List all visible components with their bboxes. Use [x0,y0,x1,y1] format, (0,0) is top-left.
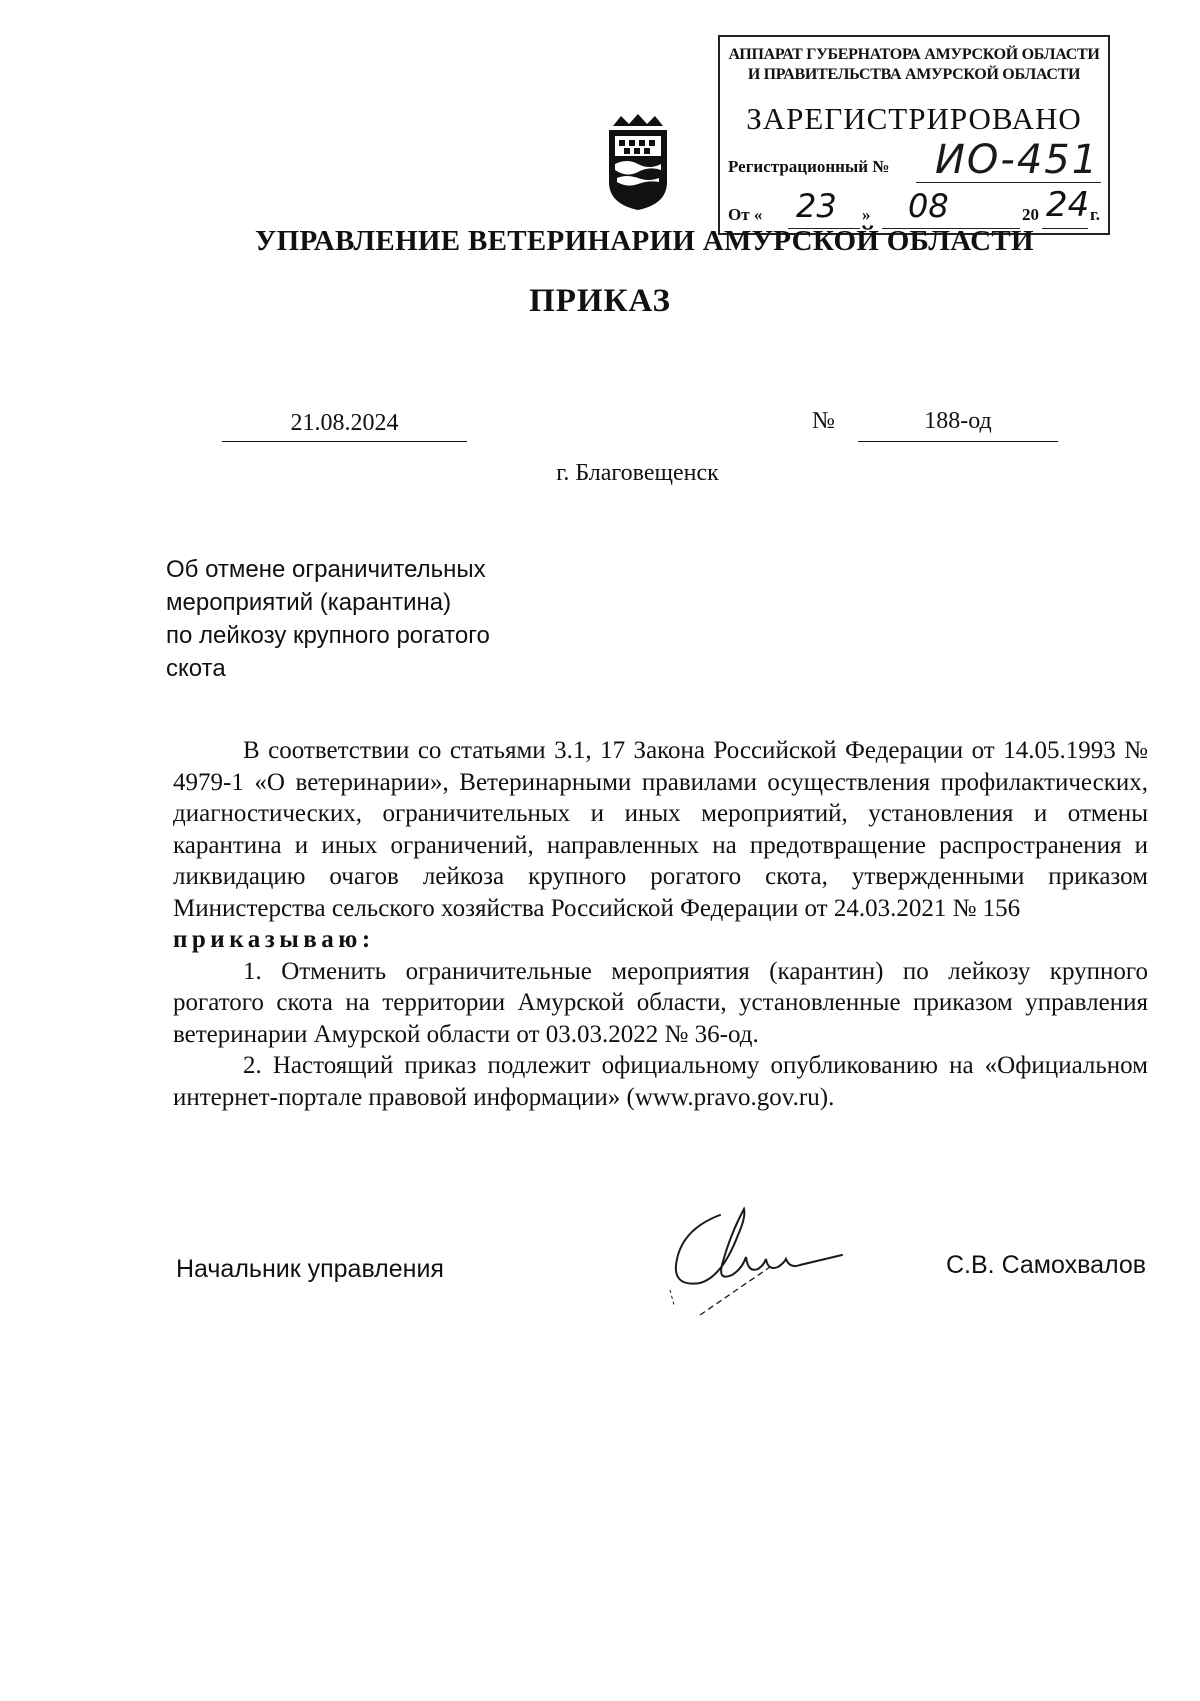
stamp-date-sep: » [862,205,871,224]
stamp-reg-number: ИО-451 [935,137,1100,183]
stamp-date-prefix: От « [728,205,763,224]
stamp-year-prefix: 20 [1022,205,1039,224]
document-date: 21.08.2024 [290,410,399,436]
document-number-sign: № [812,408,835,434]
stamp-date-day: 23 [796,187,837,225]
stamp-registered-label: ЗАРЕГИСТРИРОВАНО [746,101,1082,136]
order-word: приказываю: [173,926,375,953]
signatory-name: С.В. Самохвалов [946,1251,1147,1279]
stamp-year-suffix: 24 [1046,185,1090,225]
handwritten-signature [660,1195,850,1335]
document-city: г. Благовещенск [556,460,719,486]
document-number-line [858,441,1058,442]
subject-line: Об отмене ограничительных [166,556,486,583]
organization-name: УПРАВЛЕНИЕ ВЕТЕРИНАРИИ АМУРСКОЙ ОБЛАСТИ [255,225,1034,257]
stamp-year-g: г. [1090,205,1101,224]
stamp-date-month: 08 [908,187,949,225]
document-number: 188-од [924,408,992,434]
document-subject [166,553,586,685]
stamp-org-line1: АППАРАТ ГУБЕРНАТОРА АМУРСКОЙ ОБЛАСТИ [728,46,1100,63]
signatory-position: Начальник управления [176,1255,444,1283]
subject-line: мероприятий (карантина) [166,589,452,616]
subject-line: скота [166,655,226,682]
document-type-title: ПРИКАЗ [529,283,671,319]
subject-line: по лейкозу крупного рогатого [166,622,490,649]
body-preamble: В соответствии со статьями 3.1, 17 Закона Российской Федерации от 14.05.1993 № 4979-1 «О ветеринарии», Ветеринарными правилами осуществления профилактических, диагностических, ограничительных и иных мероприятий, установления и отмены карантина и иных ограничений, направленных на предотвращение распространения и ликвидацию очагов лейкоза крупного рогатого скота, утвержденными приказом Министерства сельского хозяйства Российской Федерации от 24.03.2021 № 156 [173,737,1148,922]
stamp-year-line [1042,228,1088,229]
registration-stamp [718,35,1110,235]
coat-of-arms-icon [603,112,673,212]
stamp-org-line2: И ПРАВИТЕЛЬСТВА АМУРСКОЙ ОБЛАСТИ [747,66,1081,83]
document-date-line [222,441,467,442]
stamp-reg-number-label: Регистрационный № [728,157,890,176]
order-item-2: 2. Настоящий приказ подлежит официальному опубликованию на «Официальном интернет-портале правовой информации» (www.pravo.gov.ru). [173,1052,1148,1111]
order-item-1: 1. Отменить ограничительные мероприятия (карантин) по лейкозу крупного рогатого скота на территории Амурской области, установленные приказом управления ветеринарии Амурской области от 03.03.2022 № 36-од. [173,957,1148,1048]
document-body [173,735,1148,1113]
